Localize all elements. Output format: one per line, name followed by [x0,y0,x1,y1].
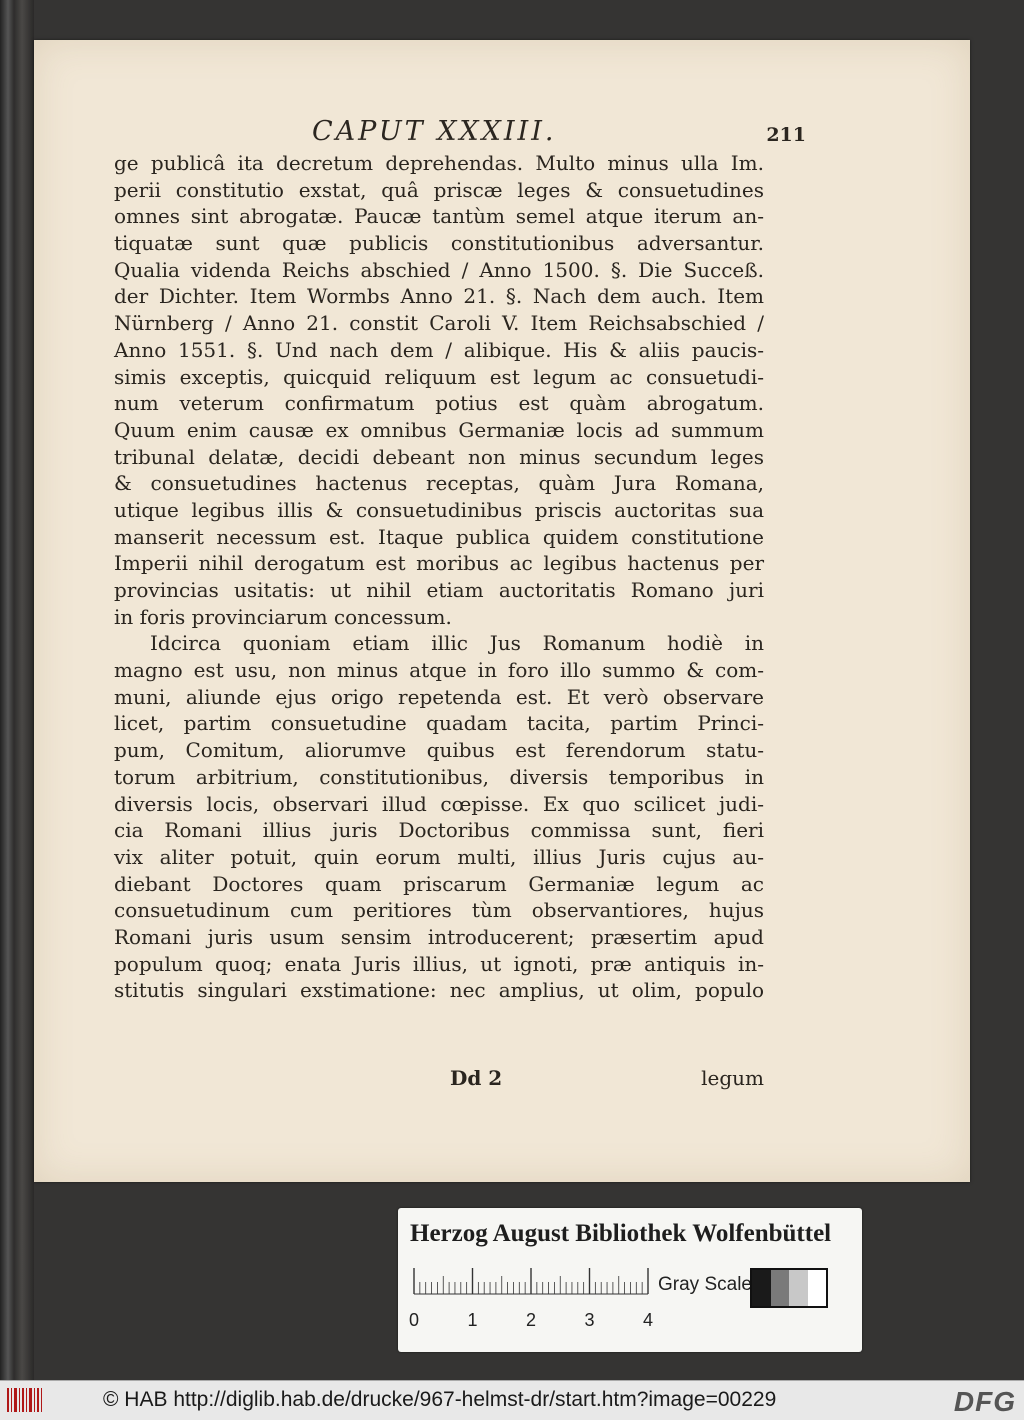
ruler-number: 1 [467,1310,478,1330]
text-line: Quum enim causæ ex omnibus Germaniæ locis ad summum [114,417,764,442]
text-line: omnes sint abrogatæ. Paucæ tantùm semel atque iterum an- [114,204,764,229]
ruler-number: 0 [409,1310,420,1330]
text-line: Nürnberg / Anno 21. constit Caroli V. Item Reichsabschied / [114,311,764,336]
gray-swatch [771,1270,790,1306]
text-line: diebant Doctores quam priscarum Germaniæ legum ac [114,871,764,896]
body-text [114,150,764,1004]
text-line: der Dichter. Item Wormbs Anno 21. §. Nach dem auch. Item [114,284,764,309]
page-number: 211 [766,124,806,146]
gray-scale-label: Gray Scale [658,1274,752,1295]
catchword: legum [701,1066,764,1090]
text-line: Romani juris usum sensim introducerent; præsertim apud [114,924,764,949]
gray-scale-swatches [750,1268,828,1308]
gray-swatch [808,1270,827,1306]
text-line: Imperii nihil derogatum est moribus ac legibus hactenus per [114,551,764,576]
text-line: tribunal delatæ, decidi debeant non minus secundum leges [114,444,764,469]
book-page [34,40,970,1182]
text-line: licet, partim consuetudine quadam tacita, partim Princi- [114,711,764,736]
text-line: stitutis singulari exstimatione: nec amplius, ut olim, populo [114,978,764,1003]
ruler-number: 2 [526,1310,537,1330]
text-line: Idcirca quoniam etiam illic Jus Romanum hodiè in [150,631,764,656]
text-line: magno est usu, non minus atque in foro illo summo & com- [114,658,764,683]
text-line: tiquatæ sunt quæ publicis constitutionibus adversantur. [114,231,764,256]
text-line: cia Romani illius juris Doctoribus commissa sunt, fieri [114,818,764,843]
signature-mark: Dd 2 [450,1066,503,1090]
measurement-ruler [409,1264,654,1336]
text-line: muni, aliunde ejus origo repetenda est. Et verò observare [114,684,764,709]
text-line: Qualia videnda Reichs abschied / Anno 1500. §. Die Succeß. [114,257,764,282]
text-line: utique legibus illis & consuetudinibus priscis auctoritas sua [114,497,764,522]
text-line: & consuetudines hactenus receptas, quàm Jura Romana, [114,471,764,496]
text-line: populum quoq; enata Juris illius, ut ignoti, præ antiquis in- [114,951,764,976]
text-line: Anno 1551. §. Und nach dem / alibique. His & aliis paucis- [114,337,764,362]
page-header [112,116,806,150]
dfg-logo: DFG [953,1386,1016,1417]
ruler-number: 3 [584,1310,595,1330]
text-line: consuetudinum cum peritiores tùm observantiores, hujus [114,898,764,923]
ruler-number: 4 [643,1310,654,1330]
page-footer [114,1066,764,1096]
text-line: in foris provinciarum concessum. [114,604,452,629]
book-spine-edge [0,0,34,1380]
copyright-link[interactable]: © HAB http://diglib.hab.de/drucke/967-helmst-dr/start.htm?image=00229 [103,1388,777,1411]
library-name: Herzog August Bibliothek Wolfenbüttel [410,1220,832,1247]
text-line: manserit necessum est. Itaque publica quidem constitutione [114,524,764,549]
archive-color-card [398,1208,862,1352]
text-line: perii constitutio exstat, quâ priscæ leges & consuetudines [114,177,764,202]
text-line: provincias usitatis: ut nihil etiam auctoritatis Romano juri [114,578,764,602]
text-line: vix aliter potuit, quin eorum multi, illius Juris cujus au- [114,844,764,869]
text-line: diversis locis, observari illud cœpisse. Ex quo scilicet judi- [114,791,764,816]
gray-swatch [789,1270,808,1306]
text-line: simis exceptis, quicquid reliquum est legum ac consuetudi- [114,364,764,389]
viewer-footer [0,1380,1024,1420]
barcode-icon [6,1385,46,1415]
text-line: torum arbitrium, constitutionibus, diversis temporibus in [114,764,764,789]
text-line: pum, Comitum, aliorumve quibus est ferendorum statu- [114,738,764,763]
text-line: ge publicâ ita decretum deprehendas. Multo minus ulla Im. [114,151,764,175]
gray-swatch [752,1270,771,1306]
text-line: num veterum confirmatum potius est quàm abrogatum. [114,391,764,416]
running-head: CAPUT XXXIII. [312,116,557,147]
